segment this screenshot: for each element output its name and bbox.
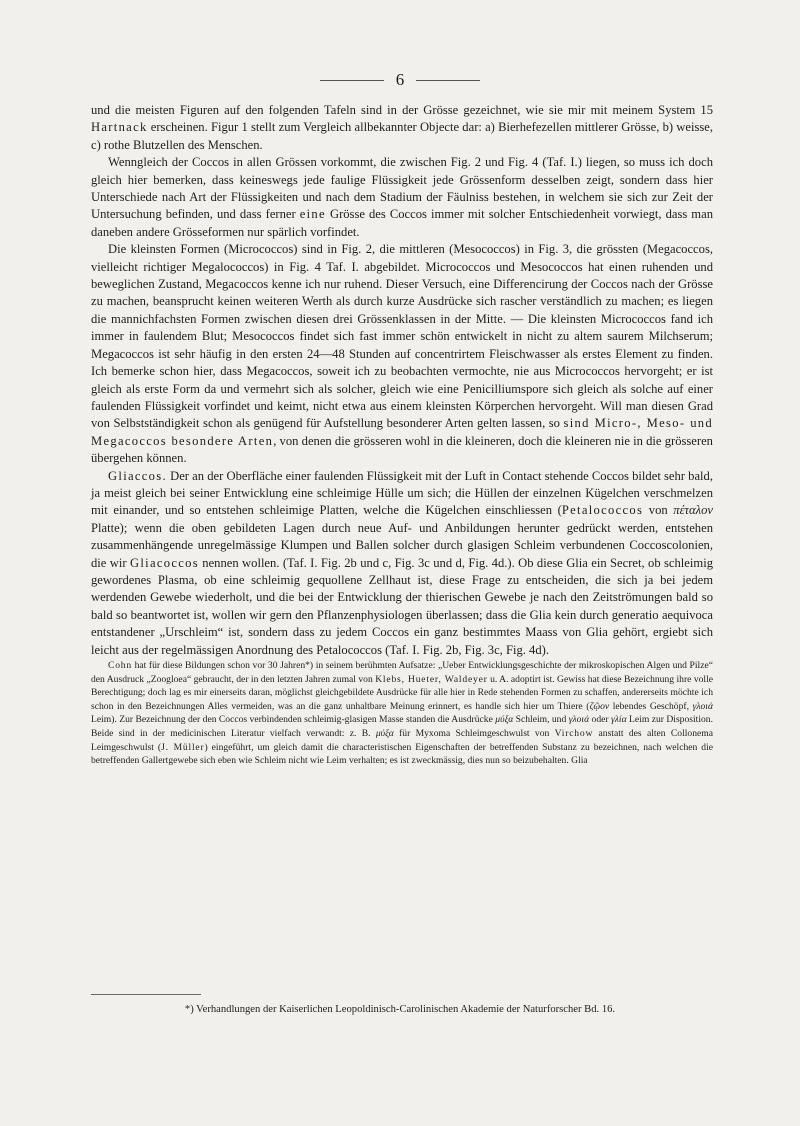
paragraph <box>91 154 713 241</box>
text-run: Platte); wenn die oben gebildeten Lagen durch neue Auf- und Anbildungen herunter gedrückt werden, entstehen zusammenhängende unregelmässige Klumpen und Ballen solcher durch glasigen Schleim verbundenen Coccoscolonien, die wir <box>91 520 713 570</box>
spaced-name: Hartnack <box>91 120 148 135</box>
text-run: oder <box>589 714 611 726</box>
paragraph <box>91 241 713 467</box>
text-run: , von denen die grösseren wohl in die kleineren, doch die kleineren nie in die grösseren übergehen können. <box>91 433 713 466</box>
text-run: lebendes Geschöpf, <box>609 700 693 712</box>
page-number: 6 <box>395 70 405 89</box>
spaced-name: sind Micro-, Meso- und Megacoccos besondere Arten <box>91 416 713 448</box>
spaced-name: eine <box>299 207 326 222</box>
text-run: Schleim, und <box>513 714 569 726</box>
paragraph <box>91 468 713 659</box>
spaced-name: Klebs, Hueter, Waldeyer <box>375 673 488 685</box>
footnote: *) Verhandlungen der Kaiserlichen Leopoldinisch-Carolinischen Akademie der Naturforscher Bd. 16. <box>184 1004 616 1015</box>
greek-term: γλία <box>611 714 627 726</box>
greek-term: γλοιά <box>568 714 590 726</box>
text-run: u. A. adoptirt ist. Gewiss hat diese Bezeichnung ihre volle Berechtigung; doch lag es mir einerseits daran, möglichst gleichgebildete Ausdrücke für alle hier in Rede stehenden Formen zu schaffen, andererseits möchte ich schon in den Bezeichnungen Alles vermeiden, was an die ganz unhaltbare Meinung erinnert, es handle sich hier um Thiere ( <box>91 673 714 712</box>
text-run: Wenngleich der Coccos in allen Grössen vorkommt, die zwischen Fig. 2 und Fig. 4 (Taf. I.) liegen, so muss ich doch gleich hier bemerken, dass keineswegs jede faulige Flüssigkeit jede Grössenform desselben zeigt, sondern dass hier Unterschiede nach Art der Flüssigkeiten und nach dem Stadium der Fäulniss bestehen, in welchem sie sich zur Zeit der Untersuchung befinden, und dass ferner <box>91 155 713 222</box>
text-run: nennen wollen. (Taf. I. Fig. 2b und c, Fig. 3c und d, Fig. 4d.). Ob diese Glia ein Secret, ob schleimig gewordenes Plasma, ob eine schleimig gequollene Zellhaut ist, diese Frage zu entscheiden, die sich ja bei jedem werdenden Gewebe wiederholt, und die bei der Entwicklung der thierischen Gewebe je nach den Zeitströmungen bald so bald so beantwortet ist, wollen wir gern den Pflanzenphysiologen überlassen; dass die Glia kein durch generatio aequivoca entstandener „Urschleim“ ist, sondern dass zu jedem Coccos ein ganz bestimmtes Maass von Glia gehört, ergiebt sich leicht aus der regelmässigen Anordnung des Petalococcos (Taf. I. Fig. 2b, Fig. 3c, Fig. 4d). <box>91 555 713 657</box>
body-text <box>91 102 713 768</box>
greek-term: πέταλον <box>673 503 713 518</box>
text-run: von <box>643 503 674 518</box>
text-run: anstatt des alten Collonema Leimgeschwulst ( <box>91 727 713 753</box>
spaced-name: Petalococcos <box>561 503 644 518</box>
greek-term: γλοιά <box>692 700 713 712</box>
greek-term: μύξα <box>375 727 394 739</box>
text-run: Grösse des Coccos immer mit solcher Entschiedenheit vorwiegt, dass man daneben andere Grösseformen nur spärlich vorfindet. <box>91 207 713 239</box>
header-rule-right <box>416 80 480 81</box>
small-print-note <box>91 659 713 768</box>
spaced-name: Virchow <box>554 727 594 739</box>
text-run: für Myxoma Schleimgeschwulst von <box>393 727 555 739</box>
text-run: Leim). Zur Bezeichnung der den Coccos verbindenden schleimig-glasigen Masse standen die Ausdrücke <box>91 714 496 726</box>
spaced-name: Gliaccos. <box>108 468 167 483</box>
greek-term: μύξα <box>495 714 514 726</box>
paragraph <box>91 102 713 154</box>
spaced-name: Gliacoccos <box>129 555 199 570</box>
greek-term: ζῷον <box>589 700 610 712</box>
text-run: Leim zur Disposition. Beide sind in der medicinischen Literatur vielfach verwandt: z. B. <box>91 714 714 739</box>
text-run: und die meisten Figuren auf den folgenden Tafeln sind in der Grösse gezeichnet, wie sie mir mit meinem System 15 <box>91 103 713 117</box>
text-run: hat für diese Bildungen schon vor 30 Jahren*) in seinem berühmten Aufsatze: „Ueber Entwicklungsgeschichte der mikroskopischen Algen und Pilze“ den Ausdruck „Zoogloea“ gebraucht, der in den letzten Jahren zumal von <box>91 660 713 685</box>
text-run: Der an der Oberfläche einer faulenden Flüssigkeit mit der Luft in Contact stehende Coccos bildet sehr bald, ja meist gleich bei seiner Entwicklung eine schleimige Hülle um sich; die Hüllen der einzelnen Kügelchen verschmelzen mit einander, und so entstehen schleimige Platten, welche die Kügelchen einschliessen ( <box>91 468 713 518</box>
spaced-name: Cohn <box>108 660 132 671</box>
text-run: Die kleinsten Formen (Micrococcos) sind in Fig. 2, die mittleren (Mesococcos) in Fig. 3, die grössten (Megacoccos, vielleicht richtiger Megalococcos) in Fig. 4 Taf. I. abgebildet. Micrococcos und Mesococcos hat einen ruhenden und beweglichen Zustand, Megacoccos kenne ich nur ruhend. Dieser Versuch, eine Differencirung der Coccos nach der Grösse zu machen, beansprucht keinen weiteren Werth als durch kurze Ausdrücke sich rascher verständlich zu machen; es liegen die mannichfachsten Formen zwischen diesen drei Grössenklassen in der Mitte. — Die kleinsten Micrococcos fand ich immer in faulendem Blut; Mesococcos findet sich fast immer schön entwickelt in nicht zu altem saurem Milchserum; Megacoccos ist sehr häufig in den ersten 24—48 Stunden auf concentrirtem Fleischwasser als erstes Element zu finden. Ich bemerke schon hier, dass Megacoccos, soweit ich zu beobachten vermochte, nie aus Micrococcos hervorgeht; er ist gleich als erste Form da und vermehrt sich als solcher, gleich wie eine Penicilliumspore sich gleich als solche auf einer faulenden Flüssigkeit vorfindet und keimt, nicht etwa aus einem kleinsten Körperchen hervorgeht. Will man diesen Grad von Selbstständigkeit schon als genügend für Aufstellung besonderer Arten gelten lassen, so <box>91 242 713 431</box>
text-run: ) eingeführt, um gleich damit die characteristischen Eigenschaften der betreffenden Substanz zu bezeichnen, nach welchen die betreffenden Gallertgewebe sich eben wie Schleim nicht wie Leim verhalten; es ist zweckmässig, dies nun so beizubehalten. Glia <box>91 741 713 767</box>
page-header <box>0 70 800 90</box>
spaced-name: J. Müller <box>161 741 205 753</box>
header-rule-left <box>320 80 384 81</box>
footnote-divider <box>91 994 201 995</box>
text-run: erscheinen. Figur 1 stellt zum Vergleich allbekannter Objecte dar: a) Bierhefezellen mittlerer Grösse, b) weisse, c) rothe Blutzellen des Menschen. <box>91 120 713 152</box>
